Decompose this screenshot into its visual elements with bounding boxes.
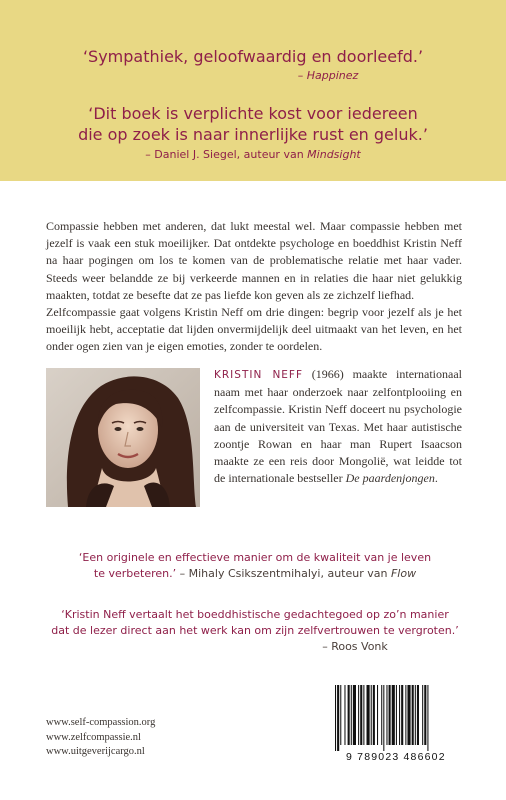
top-quote-2-attribution: – Daniel J. Siegel, auteur van Mindsight xyxy=(145,148,361,161)
link-uitgeverij-cargo[interactable]: www.uitgeverijcargo.nl xyxy=(46,746,145,757)
barcode-bars xyxy=(333,685,465,753)
bestseller-title: De paardenjongen xyxy=(345,471,435,486)
top-quote-2-line-1: ‘Dit boek is verplichte kost voor iedereen xyxy=(88,104,418,123)
description-paragraph-1: Compassie hebben met anderen, dat lukt meestal wel. Maar compassie hebben met jezelf is vaak een stuk moeilijker. Dat ontdekte psychologe en boeddhist Kristin Neff na haar pogingen om los te komen van de problematische relatie met haar vader. Steeds weer belandde ze bij verkeerde mannen en in relaties die haar niet gelukkig maakten, totdat ze besefte dat ze pas liefde kon geven als ze zichzelf liefhad. xyxy=(46,219,462,302)
praise-quote-1-line-1: ‘Een originele en effectieve manier om de kwaliteit van je leven xyxy=(78,551,432,564)
author-photo xyxy=(46,368,200,507)
praise-quote-2-attribution: – Roos Vonk xyxy=(322,640,388,653)
description-paragraph-2: Zelfcompassie gaat volgens Kristin Neff om drie dingen: begrip voor jezelf als je het moeilijk hebt, acceptatie dat lijden onvermijdelijk deel uitmaakt van het leven, en het onder ogen zien van je eigen emoties, zonder te oordelen. xyxy=(46,305,462,354)
link-zelfcompassie[interactable]: www.zelfcompassie.nl xyxy=(46,731,141,743)
praise-quote-1 xyxy=(40,550,470,582)
praise-quote-2-line-2: dat de lezer direct aan het werk kan om zijn zelfvertrouwen te vergroten.’ xyxy=(51,624,459,637)
top-quote-2-line-2: die op zoek is naar innerlijke rust en geluk.’ xyxy=(78,125,428,144)
top-quote-1-attribution: – Happinez xyxy=(297,69,359,82)
website-links xyxy=(46,716,155,760)
top-quote-1: ‘Sympathiek, geloofwaardig en doorleefd.’ xyxy=(82,47,424,66)
isbn-number: 9 789023 486602 xyxy=(346,751,446,763)
author-portrait-image xyxy=(46,368,200,507)
link-self-compassion[interactable]: www.self-compassion.org xyxy=(46,717,156,728)
author-bio-text: (1966) maakte internationaal naam met haar onderzoek naar zelfontplooiing en zelfcompassie. Kristin Neff doceert nu psychologie aan de universiteit van Texas. Met haar autistische zoontje Rowan en haar man Rupert Isaacson maakte ze een reis door Mongolië, wat leidde tot de internationale bestseller xyxy=(214,367,463,486)
praise-quote-1-line-2: te verbeteren.’ – Mihaly Csikszentmihalyi, auteur van Flow xyxy=(93,567,417,580)
praise-quote-2-line-1: ‘Kristin Neff vertaalt het boeddhistische gedachtegoed op zo’n manier xyxy=(61,608,449,621)
bio-end: . xyxy=(434,471,438,486)
author-name: KRISTIN NEFF xyxy=(214,369,304,381)
book-description xyxy=(46,218,462,356)
author-bio xyxy=(214,366,462,487)
praise-quote-2 xyxy=(40,607,470,655)
